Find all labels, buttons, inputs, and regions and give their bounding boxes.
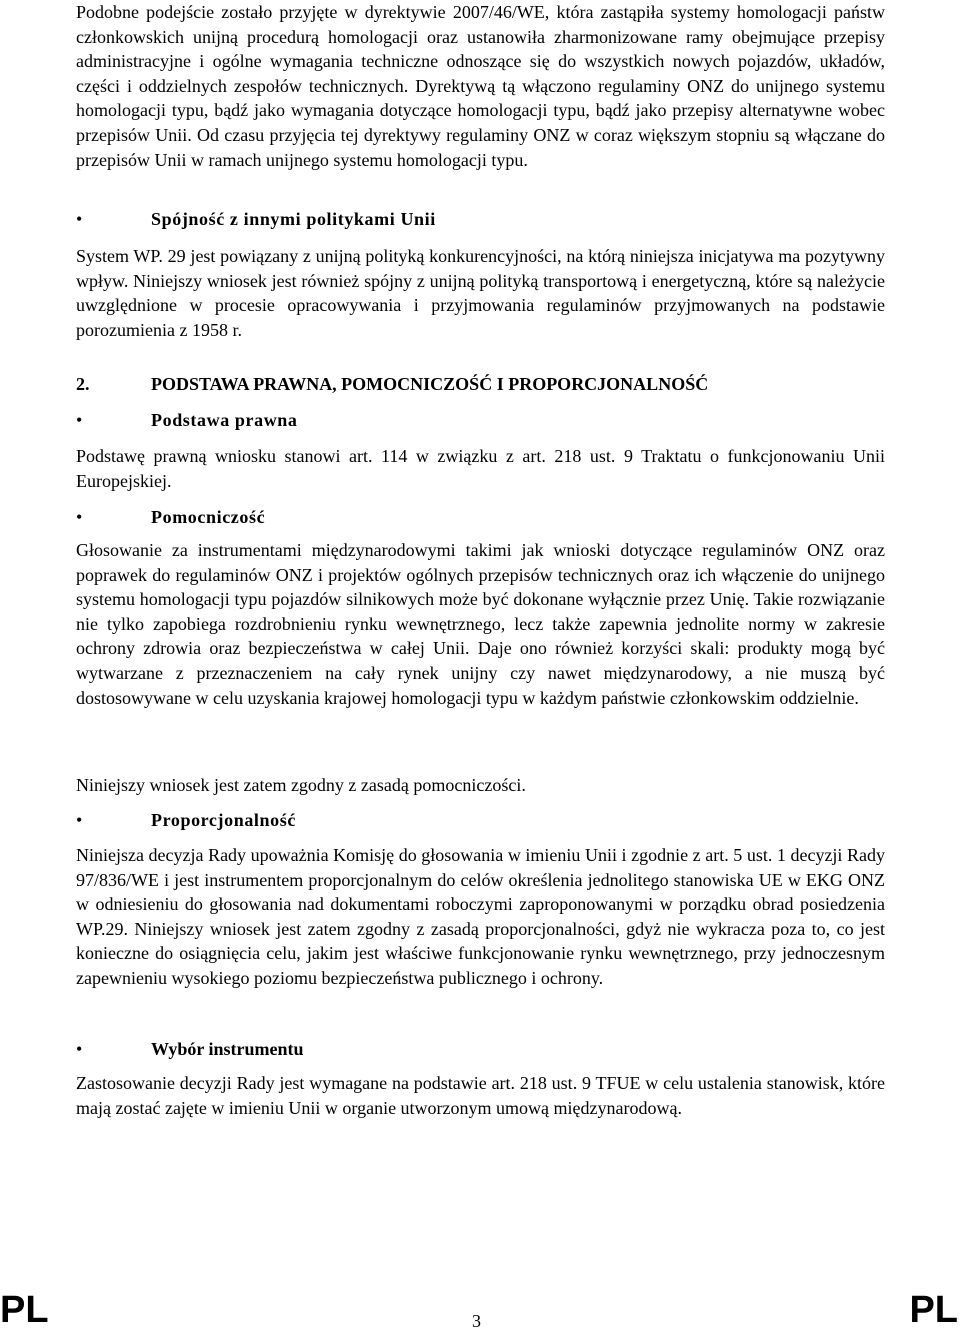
podstawa-paragraph: Podstawę prawną wniosku stanowi art. 114 w związku z art. 218 ust. 9 Traktatu o funkcjonowaniu Unii Europejskiej. (76, 446, 885, 491)
bullet-icon: • (76, 507, 83, 527)
heading-pomocniczosc: • Pomocniczość (76, 505, 885, 530)
footer-language-left: PL (0, 1289, 49, 1331)
proporcjonalnosc-paragraph: Niniejsza decyzja Rady upoważnia Komisję do głosowania w imieniu Unii i zgodnie z art. 5 ust. 1 decyzji Rady 97/836/WE i jest instrumentem proporcjonalnym do celów określenia jednolitego stanowiska UE w EKG ONZ w odniesieniu do głosowania nad dokumentami roboczymi zaproponowanymi w porządku obrad posiedzenia WP.29. Niniejszy wniosek jest zatem zgodny z zasadą proporcjonalności, gdyż nie wykracza poza to, co jest konieczne do osiągnięcia celu, jakim jest właściwe funkcjonowanie rynku wewnętrznego, przy jednoczesnym zapewnieniu wysokiego poziomu bezpieczeństwa publicznego i ochrony. (76, 845, 885, 988)
intro-paragraph: Podobne podejście zostało przyjęte w dyrektywie 2007/46/WE, która zastąpiła systemy homologacji państw członkowskich unijną procedurą homologacji oraz ustanowiła zharmonizowane ramy obejmujące przepisy administracyjne i ogólne wymagania techniczne odnoszące się do wszystkich nowych pojazdów, układów, części i oddzielnych zespołów technicznych. Dyrektywą tą włączono regulaminy ONZ do unijnego systemu homologacji typu, bądź jako wymagania dotyczące homologacji typu, bądź jako przepisy alternatywne wobec przepisów Unii. Od czasu przyjęcia tej dyrektywy regulaminy ONZ w coraz większym stopniu są włączane do przepisów Unii w ramach unijnego systemu homologacji typu. (76, 2, 885, 170)
footer-language-right: PL (909, 1289, 958, 1331)
wybor-paragraph: Zastosowanie decyzji Rady jest wymagane na podstawie art. 218 ust. 9 TFUE w celu ustalenia stanowisk, które mają zostać zajęte w imieniu Unii w organie utworzonym umową międzynarodową. (76, 1073, 885, 1118)
section-heading: 2. PODSTAWA PRAWNA, POMOCNICZOŚĆ I PROPORCJONALNOŚĆ (76, 374, 709, 394)
pomocniczosc-conclusion: Niniejszy wniosek jest zatem zgodny z zasadą pomocniczości. (76, 775, 526, 795)
bullet-icon: • (76, 209, 83, 229)
heading-podstawa: • Podstawa prawna (76, 408, 885, 433)
bullet-icon: • (76, 1039, 83, 1059)
heading-spojnosc: • Spójność z innymi politykami Unii (76, 207, 885, 232)
pomocniczosc-paragraph: Głosowanie za instrumentami międzynarodowymi takimi jak wnioski dotyczące regulaminów ONZ oraz poprawek do regulaminów ONZ i projektów ogólnych przepisów technicznych oraz ich włączenie do unijnego systemu homologacji typu pojazdów silnikowych może być dokonane wyłącznie przez Unię. Takie rozwiązanie nie tylko zapobiega rozdrobnieniu rynku wewnętrznego, lecz także zapewnia jednolite normy w zakresie ochrony zdrowia oraz bezpieczeństwa w całej Unii. Daje ono również korzyści skali: produkty mogą być wytwarzane z przeznaczeniem na cały rynek unijny czy nawet międzynarodowy, a nie muszą być dostosowywane w celu uzyskania krajowej homologacji typu w każdym państwie członkowskim oddzielnie. (76, 540, 885, 708)
page-number: 3 (472, 1311, 481, 1331)
heading-proporcjonalnosc: • Proporcjonalność (76, 808, 885, 833)
bullet-icon: • (76, 410, 83, 430)
bullet-icon: • (76, 810, 83, 830)
spojnosc-paragraph: System WP. 29 jest powiązany z unijną polityką konkurencyjności, na którą niniejsza inicjatywa ma pozytywny wpływ. Niniejszy wniosek jest również spójny z unijną polityką transportową i energetyczną, które są należycie uwzględnione w procesie opracowywania i przyjmowania regulaminów przyjmowanych na podstawie porozumienia z 1958 r. (76, 246, 885, 340)
heading-wybor: • Wybór instrumentu (76, 1037, 885, 1062)
